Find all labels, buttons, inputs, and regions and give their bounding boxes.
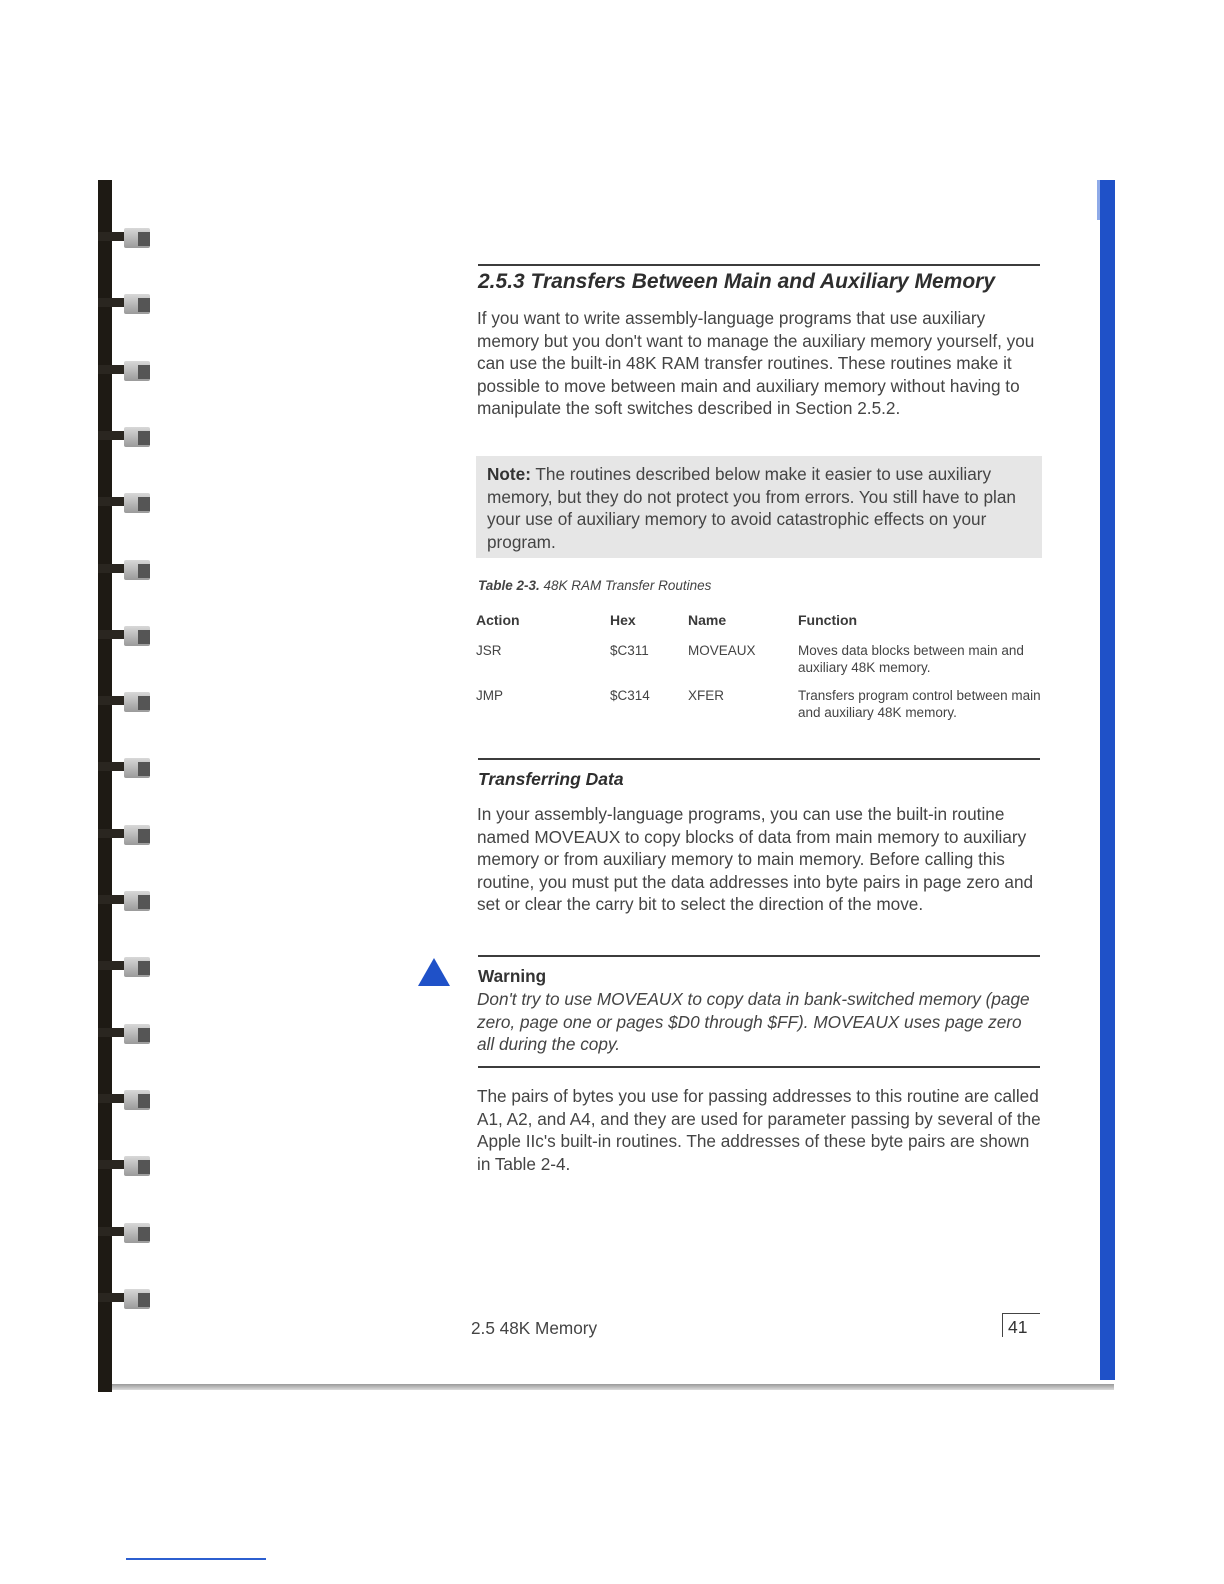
table-caption: [478, 578, 711, 593]
transferring-paragraph: In your assembly-language programs, you can use the built-in routine named MOVEAUX to copy blocks of data from main memory to auxiliary memory or from auxiliary memory to main memory. Before calling this routine, you must put the data addresses into byte pairs in page zero and set or clear the carry bit to select the direction of the move.: [477, 804, 1034, 914]
note-box: [476, 456, 1042, 558]
spiral-ring: [98, 361, 152, 383]
subsection-title: Transferring Data: [478, 769, 624, 789]
warning-text: Don't try to use MOVEAUX to copy data in bank-switched memory (page zero, page one or pages $D0 through $FF). MOVEAUX uses page zero all during the copy.: [477, 989, 1030, 1054]
spiral-ring: [98, 692, 152, 714]
table-header-row: [476, 608, 1042, 642]
cell-action: JMP: [476, 688, 503, 703]
cell-hex: $C314: [610, 688, 650, 703]
spiral-ring: [98, 427, 152, 449]
spiral-ring: [98, 1090, 152, 1112]
spiral-ring: [98, 1223, 152, 1245]
byte-pairs-paragraph: The pairs of bytes you use for passing addresses to this routine are called A1, A2, and A4, and they are used for parameter passing by several of the Apple IIc's built-in routines. The addresses of these byte pairs are shown in Table 2-4.: [477, 1086, 1041, 1174]
cell-function: Transfers program control between main and auxiliary 48K memory.: [798, 688, 1041, 720]
blue-page-edge: [1100, 180, 1115, 1380]
table-caption-label: Table 2-3.: [478, 578, 540, 593]
footer-section-label: 2.5 48K Memory: [471, 1318, 598, 1338]
header-name: Name: [688, 612, 727, 628]
spiral-ring: [98, 626, 152, 648]
warning-bottom-rule: [478, 1066, 1040, 1068]
table-row: [476, 687, 1042, 732]
cell-action: JSR: [476, 643, 502, 658]
note-paragraph: [487, 463, 1035, 553]
cell-name: XFER: [688, 688, 725, 703]
spiral-ring: [98, 891, 152, 913]
spiral-ring: [98, 294, 152, 316]
spiral-ring: [98, 493, 152, 515]
spiral-ring: [98, 560, 152, 582]
header-hex: Hex: [610, 612, 636, 628]
cell-function: Moves data blocks between main and auxiliary 48K memory.: [798, 643, 1024, 675]
header-action: Action: [476, 612, 520, 628]
cell-name: MOVEAUX: [688, 643, 756, 658]
table-caption-text: 48K RAM Transfer Routines: [539, 578, 712, 593]
spiral-ring: [98, 1024, 152, 1046]
intro-paragraph: If you want to write assembly-language programs that use auxiliary memory but you don't want to manage the auxiliary memory yourself, you can use the built-in 48K RAM transfer routines. These routines make it possible to move between main and auxiliary memory without having to manipulate the soft switches described in Section 2.5.2.: [477, 308, 1035, 418]
transfer-routines-table: [476, 608, 1042, 732]
table-bottom-rule: [478, 758, 1040, 760]
note-label: Note:: [487, 464, 531, 484]
spiral-ring: [98, 825, 152, 847]
spiral-ring: [98, 228, 152, 250]
spiral-ring: [98, 1156, 152, 1178]
page-number: 41: [1002, 1313, 1040, 1337]
section-title: 2.5.3 Transfers Between Main and Auxiliary Memory: [478, 270, 996, 293]
section-top-rule: [478, 264, 1040, 266]
cell-hex: $C311: [610, 643, 649, 658]
page-bottom-edge: [112, 1384, 1114, 1390]
warning-title: Warning: [478, 966, 547, 986]
spiral-ring: [98, 1289, 152, 1311]
table-row: [476, 642, 1042, 687]
warning-top-rule: [478, 955, 1040, 957]
blue-underline-mark: [126, 1558, 266, 1560]
spiral-ring: [98, 957, 152, 979]
spiral-ring: [98, 758, 152, 780]
note-text: The routines described below make it easier to use auxiliary memory, but they do not protect you from errors. You still have to plan your use of auxiliary memory to avoid catastrophic effects on your program.: [487, 464, 1016, 552]
warning-triangle-icon: [418, 958, 450, 986]
header-function: Function: [798, 612, 858, 628]
